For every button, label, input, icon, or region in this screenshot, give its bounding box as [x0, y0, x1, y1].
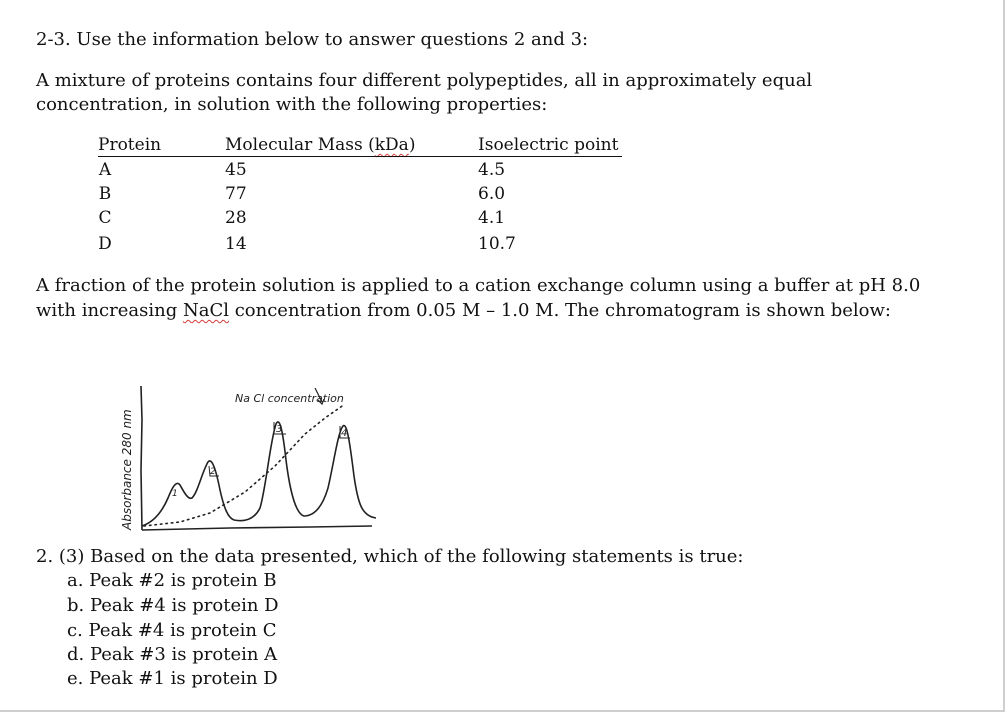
row-b-mass: 77 — [225, 184, 247, 204]
paragraph-1-line-1: A mixture of proteins contains four different polypeptides, all in approximately equal — [36, 70, 813, 91]
peak-label-4: 4 — [341, 428, 348, 439]
choice-c: c. Peak #4 is protein C — [67, 620, 277, 641]
paragraph-1-line-2: concentration, in solution with the following properties: — [36, 94, 548, 115]
header-isoelectric-point: Isoelectric point — [478, 135, 619, 155]
header-protein: Protein — [98, 135, 162, 155]
header-mass-suffix: ) — [408, 135, 416, 155]
chromatogram-sketch — [110, 380, 390, 540]
nacl-term: NaCl — [182, 300, 229, 321]
choice-d: d. Peak #3 is protein A — [67, 644, 278, 665]
choice-e: e. Peak #1 is protein D — [67, 668, 278, 689]
question-stem: 2. (3) Based on the data presented, which of the following statements is true: — [36, 546, 744, 567]
section-heading: 2-3. Use the information below to answer questions 2 and 3: — [36, 29, 589, 50]
header-molecular-mass — [225, 135, 415, 155]
row-c-protein: C — [98, 208, 112, 228]
gradient-label: Na Cl concentration — [235, 392, 344, 405]
choice-b: b. Peak #4 is protein D — [67, 595, 279, 616]
row-a-mass: 45 — [225, 160, 247, 180]
row-d-pi: 10.7 — [478, 234, 516, 254]
nacl-gradient-line — [144, 404, 348, 526]
row-c-mass: 28 — [225, 208, 247, 228]
row-b-pi: 6.0 — [478, 184, 506, 204]
peak-label-1: 1 — [172, 489, 178, 499]
row-a-pi: 4.5 — [478, 160, 506, 180]
y-axis — [141, 386, 142, 530]
paragraph-2-suffix: concentration from 0.05 M – 1.0 M. The chromatogram is shown below: — [228, 300, 891, 321]
choice-a: a. Peak #2 is protein B — [67, 570, 277, 591]
paragraph-2-prefix: with increasing — [36, 300, 183, 321]
header-mass-prefix: Molecular Mass ( — [225, 135, 375, 155]
row-c-pi: 4.1 — [478, 208, 506, 228]
header-mass-unit: kDa — [374, 135, 409, 155]
peak-label-3: 3 — [276, 424, 283, 435]
row-d-protein: D — [98, 234, 112, 254]
x-axis — [142, 526, 372, 530]
peak-label-2: 2 — [210, 467, 216, 477]
paragraph-2-line-2 — [36, 300, 891, 322]
row-d-mass: 14 — [225, 234, 247, 254]
header-rule — [98, 156, 622, 157]
row-a-protein: A — [98, 160, 112, 180]
row-b-protein: B — [98, 184, 112, 204]
y-axis-label: Absorbance 280 nm — [120, 409, 134, 530]
paragraph-2-line-1: A fraction of the protein solution is applied to a cation exchange column using a buffer at pH 8.0 — [36, 275, 921, 296]
